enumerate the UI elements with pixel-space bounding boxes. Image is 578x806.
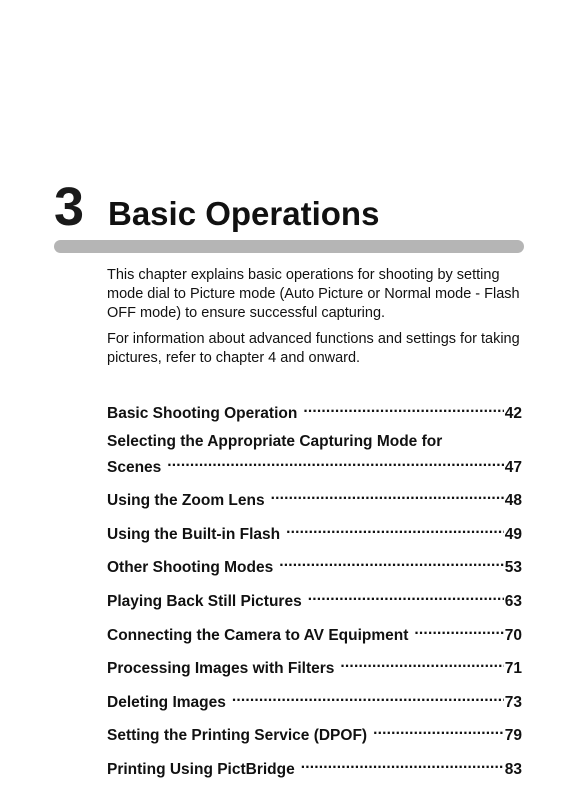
toc-entry-built-in-flash[interactable] <box>107 519 522 545</box>
toc-entry-title: Processing Images with Filters <box>107 660 335 678</box>
toc-leader-dots <box>279 552 504 572</box>
toc-entry-dpof[interactable] <box>107 720 522 746</box>
toc-leader-dots <box>308 586 504 606</box>
toc-entry-zoom-lens[interactable] <box>107 485 522 511</box>
toc-leader-dots <box>303 398 503 418</box>
chapter-intro <box>107 266 527 375</box>
toc-entry-pictbridge[interactable] <box>107 754 522 780</box>
toc-entry-page: 70 <box>504 626 522 644</box>
toc-entry-title-line1: Selecting the Appropriate Capturing Mode for <box>107 432 443 450</box>
table-of-contents <box>107 398 522 788</box>
chapter-header <box>54 178 534 238</box>
toc-leader-dots <box>373 720 504 740</box>
toc-entry-title: Printing Using PictBridge <box>107 760 295 778</box>
toc-leader-dots <box>271 485 504 505</box>
toc-leader-dots <box>414 620 503 640</box>
toc-entry-title: Using the Built-in Flash <box>107 525 281 543</box>
toc-entry-av-equipment[interactable] <box>107 620 522 646</box>
toc-entry-page: 42 <box>504 405 522 422</box>
toc-entry-page: 49 <box>504 525 522 543</box>
toc-entry-other-shooting-modes[interactable] <box>107 552 522 578</box>
toc-entry-page: 47 <box>504 458 522 476</box>
toc-entry-page: 73 <box>504 693 522 711</box>
toc-leader-dots <box>301 754 504 774</box>
toc-entry-page: 48 <box>504 492 522 510</box>
title-rule <box>54 240 524 253</box>
toc-leader-dots <box>167 452 503 472</box>
toc-leader-dots <box>340 653 503 673</box>
toc-entry-title: Deleting Images <box>107 693 226 711</box>
toc-entry-filters[interactable] <box>107 653 522 679</box>
chapter-number: 3 <box>54 177 85 237</box>
toc-entry-title: Other Shooting Modes <box>107 559 274 577</box>
toc-entry-page: 63 <box>504 592 522 610</box>
toc-entry-title: Connecting the Camera to AV Equipment <box>107 626 409 644</box>
intro-paragraph: This chapter explains basic operations for shooting by setting mode dial to Picture mode (Auto Picture or Normal mode - Flash OFF mode) to ensure successful capturing. <box>107 267 520 321</box>
toc-leader-dots <box>232 687 504 707</box>
toc-entry-page: 71 <box>504 660 522 678</box>
toc-entry-capturing-mode-for-scenes[interactable] <box>107 432 522 478</box>
toc-entry-page: 53 <box>504 559 522 577</box>
toc-entry-title: Setting the Printing Service (DPOF) <box>107 727 368 745</box>
toc-leader-dots <box>286 519 504 539</box>
toc-entry-deleting-images[interactable] <box>107 687 522 713</box>
toc-entry-page: 83 <box>504 760 522 778</box>
toc-entry-title: Using the Zoom Lens <box>107 492 265 510</box>
toc-entry-playing-back[interactable] <box>107 586 522 612</box>
toc-entry-title: Playing Back Still Pictures <box>107 592 302 610</box>
toc-entry-basic-shooting-operation[interactable] <box>107 398 522 424</box>
toc-entry-page: 79 <box>504 727 522 745</box>
toc-entry-title: Basic Shooting Operation <box>107 405 298 422</box>
chapter-title: Basic Operations <box>108 195 380 232</box>
toc-entry-title: Scenes <box>107 458 162 476</box>
intro-paragraph: For information about advanced functions and settings for taking pictures, refer to chapter 4 and onward. <box>107 331 520 366</box>
